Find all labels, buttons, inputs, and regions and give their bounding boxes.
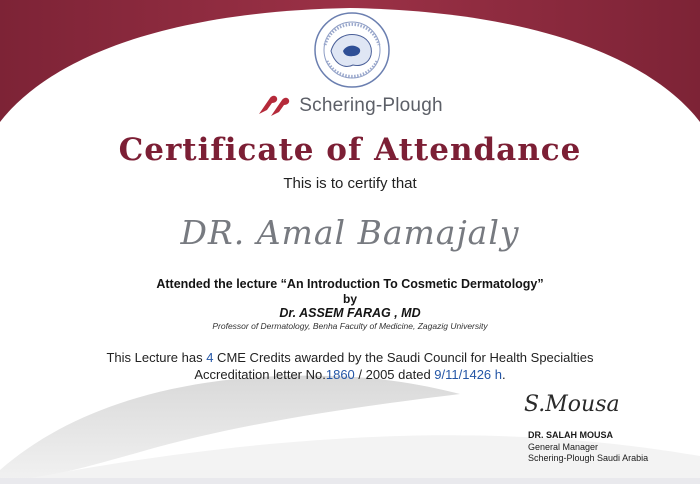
credits-count: 4 <box>206 350 214 365</box>
certify-text: This is to certify that <box>283 175 417 192</box>
credits-line <box>0 349 700 366</box>
letter-mid: / 2005 dated <box>354 367 435 382</box>
saudi-council-seal-icon <box>313 11 391 89</box>
lecturer-name: Dr. ASSEM FARAG , MD <box>279 306 421 320</box>
signature: S.Mousa <box>524 392 620 417</box>
lecturer-affiliation: Professor of Dermatology, Benha Faculty of Medicine, Zagazig University <box>212 321 488 331</box>
lecture-line: Attended the lecture “An Introduction To Cosmetic Dermatology” <box>156 277 544 291</box>
schering-plough-logo-icon <box>257 94 293 118</box>
signatory-role: General Manager <box>528 442 599 452</box>
brand-name: Schering-Plough <box>299 95 443 116</box>
credits-prefix: This Lecture has <box>106 350 207 365</box>
recipient-name: DR. Amal Bamajaly <box>180 213 520 252</box>
accreditation-line <box>0 366 700 383</box>
by-text: by <box>342 292 357 306</box>
signatory-name: DR. SALAH MOUSA <box>528 430 613 440</box>
credits-statement <box>0 349 700 383</box>
letter-number: 1860 <box>325 367 355 382</box>
certificate-title: Certificate of Attendance <box>118 132 582 168</box>
bottom-strip <box>0 478 700 484</box>
letter-prefix: Accreditation letter No. <box>194 367 326 382</box>
letter-date: 9/11/1426 h <box>434 367 503 382</box>
signatory-org: Schering-Plough Saudi Arabia <box>528 453 649 463</box>
letter-end: . <box>502 367 506 382</box>
credits-suffix: CME Credits awarded by the Saudi Council for Health Specialties <box>213 350 594 365</box>
brand <box>0 90 700 122</box>
